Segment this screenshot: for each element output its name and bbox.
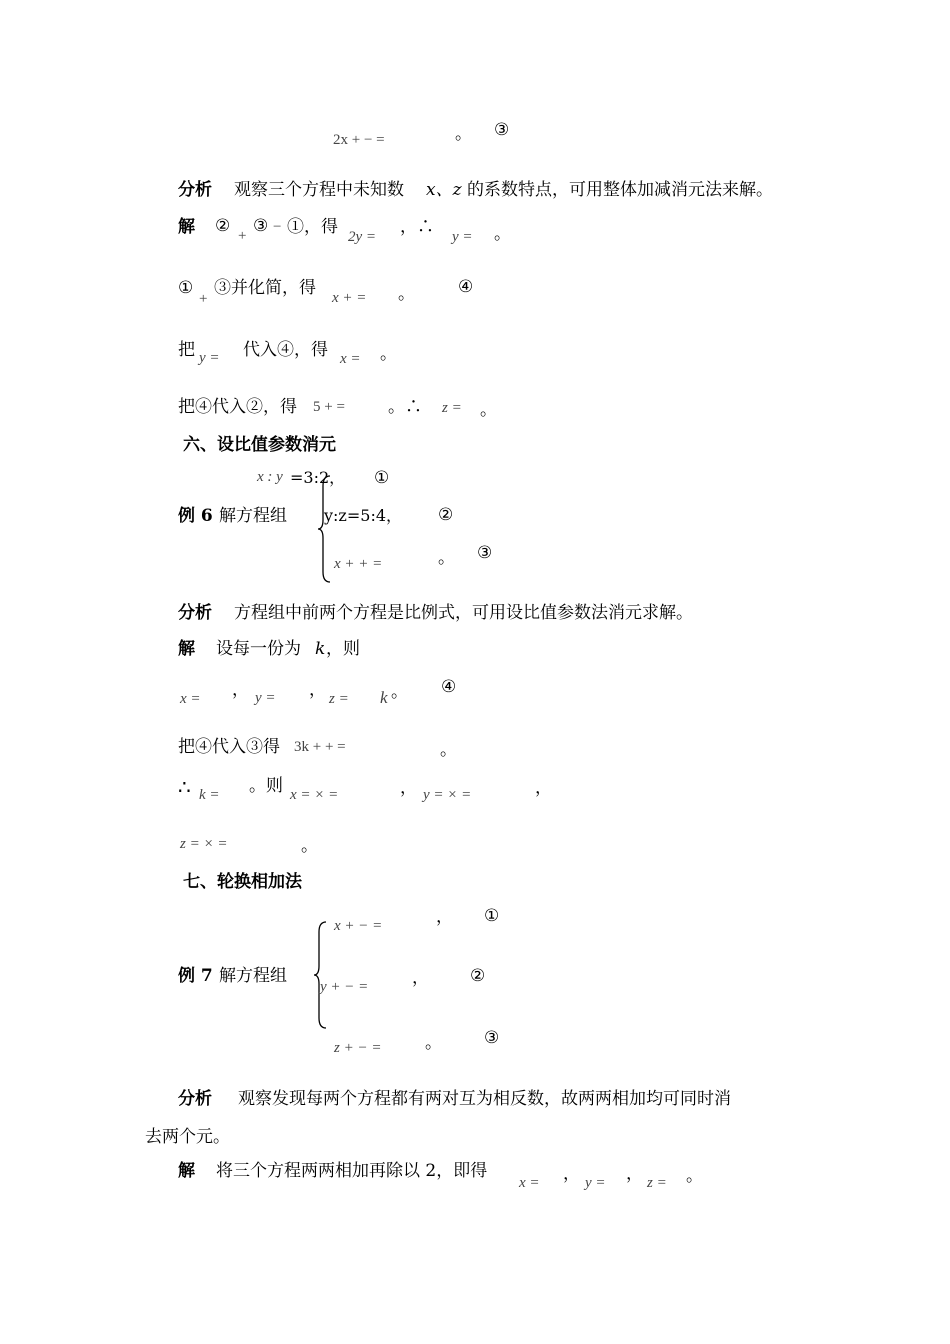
ex6-sol-end: 。 xyxy=(391,682,408,702)
sol-line1-end: 。 xyxy=(494,224,511,244)
ex6-brace xyxy=(317,474,333,584)
ex6-x2: x = × = xyxy=(290,787,339,803)
ex6-eq2: y:z=5:4， xyxy=(324,506,403,525)
ex7-sol-y: y = xyxy=(585,1175,606,1191)
ex7-eq2-number: ② xyxy=(470,966,486,986)
ex7-sol-sep2: ， xyxy=(626,1164,643,1184)
ex7-analysis-text: 观察发现每两个方程都有两对互为相反数，故两两相加均可同时消 xyxy=(238,1089,731,1109)
section-title-7: 七、轮换相加法 xyxy=(183,872,302,892)
ex6-eq1-vars: x : y xyxy=(257,469,283,485)
ex7-analysis-text-2: 去两个元。 xyxy=(145,1127,230,1147)
sol-line3-y: y = xyxy=(199,350,220,366)
ex7-sol-x: x = xyxy=(519,1175,540,1191)
ex7-solution-text: 将三个方程两两相加再除以 2，即得 xyxy=(216,1161,488,1181)
ex6-sol-sep1: ， xyxy=(232,680,249,700)
ex6-eq2-number: ② xyxy=(438,505,454,525)
ex6-eq3-end: 。 xyxy=(438,548,455,568)
ex6-k-eq: k = xyxy=(199,787,220,803)
ex7-eq3: z + − = xyxy=(334,1040,382,1056)
ex7-eq3-number: ③ xyxy=(484,1028,500,1048)
sol-line4-text-a: 把④代入②，得 xyxy=(178,397,297,417)
ex6-sub-eq: 3k + + = xyxy=(294,739,346,755)
ex7-eq1-number: ① xyxy=(484,906,500,926)
ex7-label: 例 7 xyxy=(178,966,213,986)
sol-line1-circle-3: ③ xyxy=(253,216,269,236)
equation-3-expression: 2x + − = xyxy=(333,132,385,148)
sol-line1-eq: 2y = xyxy=(348,229,377,245)
ex6-sol-number: ④ xyxy=(441,677,457,697)
sol-line1-plus: + xyxy=(238,228,247,244)
ex6-solution-text-b: ，则 xyxy=(326,639,360,659)
sol-line4-eq: 5 + = xyxy=(313,399,345,415)
ex7-eq1-end: ， xyxy=(436,907,453,927)
sol-line1-minus: − xyxy=(273,219,282,235)
sol-line2-circle-1: ① xyxy=(178,278,194,298)
ex6-y2: y = × = xyxy=(423,787,472,803)
sol-line2-text: ③并化简，得 xyxy=(214,278,316,298)
sol-line2-plus: + xyxy=(199,291,208,307)
sol-line1-y: y = xyxy=(452,229,473,245)
ex6-analysis-text: 方程组中前两个方程是比例式，可用设比值参数法消元求解。 xyxy=(234,603,693,623)
ex6-k-end: 。则 xyxy=(249,776,283,796)
sol-line4-z: z = xyxy=(442,400,462,416)
ex6-label: 例 6 xyxy=(178,506,213,526)
ex6-eq1-number: ① xyxy=(374,468,390,488)
ex7-sol-end: 。 xyxy=(686,1166,703,1186)
analysis-vars: x、z xyxy=(426,180,462,200)
ex6-k-therefore: ∴ xyxy=(178,775,191,799)
sol-line3-x: x = xyxy=(340,351,361,367)
equation-3-end: 。 xyxy=(455,124,472,144)
ex7-eq2-end: ， xyxy=(412,968,429,988)
ex6-z2-end: 。 xyxy=(301,836,318,856)
sol-line1-text: ①，得 xyxy=(287,217,338,237)
sol-line3-text-b: 代入④，得 xyxy=(243,340,328,360)
ex7-sol-z: z = xyxy=(647,1175,667,1191)
ex6-sub-end: 。 xyxy=(440,740,457,760)
ex6-sol-sep2: ， xyxy=(309,680,326,700)
analysis-label: 分析 xyxy=(178,180,212,200)
ex6-z2: z = × = xyxy=(180,836,228,852)
ex6-eq3: x + + = xyxy=(334,556,383,572)
ex6-solution-text-a: 设每一份为 xyxy=(216,639,301,659)
sol-line3-text-a: 把 xyxy=(178,340,195,360)
sol-line4-end: 。 xyxy=(480,400,497,420)
ex7-eq2: y + − = xyxy=(320,979,369,995)
sol-line1-circle-2: ② xyxy=(215,216,231,236)
ex7-brace xyxy=(313,920,329,1030)
ex6-sol-x: x = xyxy=(180,691,201,707)
ex7-analysis-label: 分析 xyxy=(178,1089,212,1109)
ex6-text: 解方程组 xyxy=(219,506,287,526)
ex6-sol-y: y = xyxy=(255,690,276,706)
ex6-solution-label: 解 xyxy=(178,639,195,659)
ex6-eq1-ratio: =3:2， xyxy=(290,468,346,487)
ex7-sol-sep1: ， xyxy=(563,1164,580,1184)
ex6-eq3-number: ③ xyxy=(477,543,493,563)
sol-line1-therefore: ，∴ xyxy=(400,217,434,237)
ex7-eq1: x + − = xyxy=(334,918,383,934)
sol-line3-end: 。 xyxy=(380,344,397,364)
ex7-solution-label: 解 xyxy=(178,1161,195,1181)
equation-3-number: ③ xyxy=(494,120,510,140)
ex6-sol-z: z = xyxy=(329,691,349,707)
ex6-y2-end: ， xyxy=(535,778,552,798)
ex6-solution-k: k xyxy=(315,639,326,659)
sol-line2-number: ④ xyxy=(458,277,474,297)
ex6-sub-text: 把④代入③得 xyxy=(178,737,280,757)
section-title-6: 六、设比值参数消元 xyxy=(183,435,336,455)
ex6-x2-end: ， xyxy=(400,778,417,798)
ex7-eq3-end: 。 xyxy=(425,1033,442,1053)
sol-line2-eq: x + = xyxy=(332,290,367,306)
analysis-text-2: 的系数特点，可用整体加减消元法来解。 xyxy=(467,180,773,200)
ex7-text: 解方程组 xyxy=(219,966,287,986)
sol-line4-therefore: 。∴ xyxy=(388,397,422,417)
ex6-analysis-label: 分析 xyxy=(178,603,212,623)
sol-line2-end: 。 xyxy=(398,284,415,304)
ex6-sol-k: k xyxy=(380,688,388,707)
solution-label: 解 xyxy=(178,217,195,237)
analysis-text: 观察三个方程中未知数 xyxy=(234,180,404,200)
